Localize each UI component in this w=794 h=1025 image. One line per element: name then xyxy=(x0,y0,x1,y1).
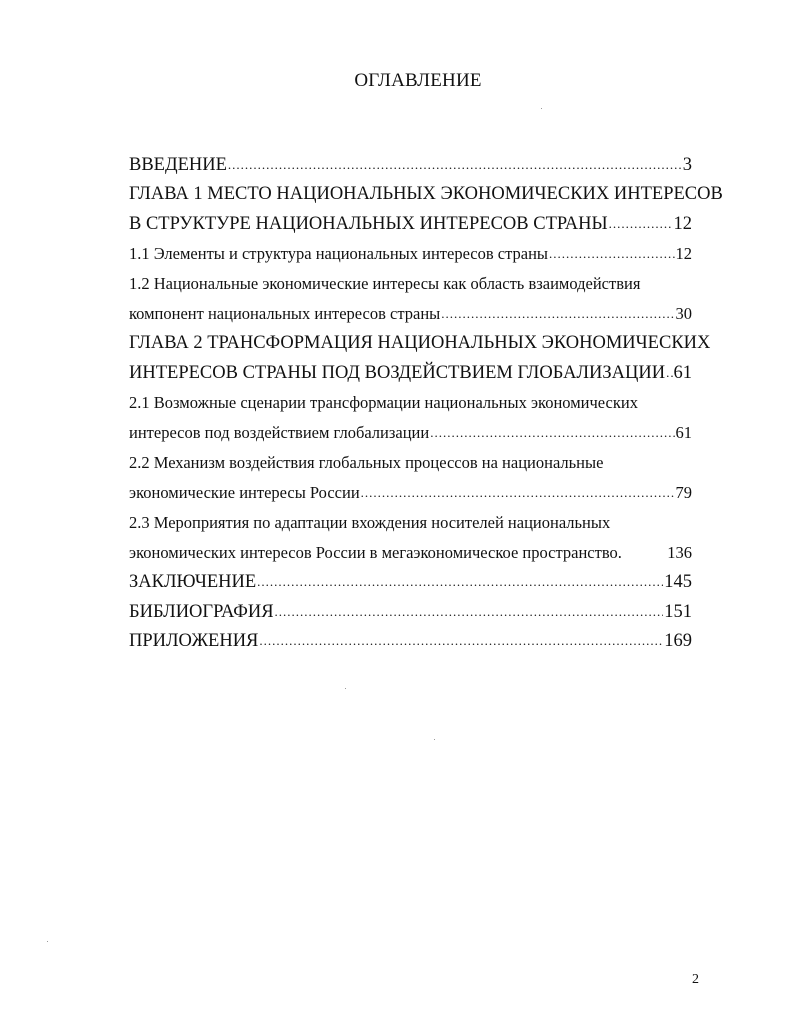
toc-page-number: 151 xyxy=(664,601,692,622)
toc-entry-title: 1.1 Элементы и структура национальных интересов страны xyxy=(129,243,549,263)
toc-page-number: 145 xyxy=(664,572,692,592)
page-number: 2 xyxy=(692,972,699,987)
toc-entry-title: компонент национальных интересов страны xyxy=(129,303,441,323)
dot-leader xyxy=(228,154,682,176)
dot-leader xyxy=(430,422,674,444)
dot-leader xyxy=(666,362,672,384)
toc-entry-conclusion[interactable] xyxy=(129,564,692,594)
toc-entry-chapter1-line2[interactable] xyxy=(129,205,692,235)
page-title: ОГЛАВЛЕНИЕ xyxy=(354,70,482,91)
toc-page-number: 12 xyxy=(675,243,692,263)
toc-entry-title: экономические интересы России xyxy=(129,482,360,502)
toc-entry-title: ПРИЛОЖЕНИЯ xyxy=(129,631,259,651)
table-of-contents xyxy=(129,146,723,652)
toc-page-number: 169 xyxy=(664,631,692,651)
toc-entry-title: 2.1 Возможные сценарии трансформации национальных экономических xyxy=(129,392,638,412)
toc-entry-section2-2-line1[interactable] xyxy=(129,444,692,474)
toc-page-number: 61 xyxy=(673,362,692,383)
toc-entry-title: 2.2 Механизм воздействия глобальных процессов на национальные xyxy=(129,452,604,472)
toc-entry-bibliography[interactable] xyxy=(129,593,692,623)
toc-page-number: 12 xyxy=(673,213,692,234)
toc-entry-title: 2.3 Мероприятия по адаптации вхождения носителей национальных xyxy=(129,512,611,532)
toc-entry-intro[interactable] xyxy=(129,146,692,176)
toc-page-number: 3 xyxy=(682,154,692,175)
toc-entry-title: экономических интересов России в мегаэкономическое пространство. xyxy=(129,542,622,562)
toc-entry-title: интересов под воздействием глобализации xyxy=(129,422,430,442)
toc-entry-section1-1[interactable] xyxy=(129,235,692,265)
toc-entry-chapter2-line2[interactable] xyxy=(129,354,692,384)
toc-entry-title: В СТРУКТУРЕ НАЦИОНАЛЬНЫХ ИНТЕРЕСОВ СТРАНЫ xyxy=(129,213,608,234)
toc-entry-section1-2-line2[interactable] xyxy=(129,295,692,325)
scan-speck xyxy=(434,739,435,740)
toc-entry-title: ЗАКЛЮЧЕНИЕ xyxy=(129,572,257,592)
toc-entry-appendices[interactable] xyxy=(129,623,692,653)
toc-page-number: 61 xyxy=(675,422,692,442)
toc-entry-title: ВВЕДЕНИЕ xyxy=(129,154,227,175)
toc-entry-section2-1-line1[interactable] xyxy=(129,384,692,414)
toc-entry-title: ИНТЕРЕСОВ СТРАНЫ ПОД ВОЗДЕЙСТВИЕМ ГЛОБАЛИЗАЦИИ xyxy=(129,362,666,383)
toc-page-number: 79 xyxy=(675,482,692,502)
toc-entry-section2-2-line2[interactable] xyxy=(129,474,692,504)
toc-entry-title: ГЛАВА 1 МЕСТО НАЦИОНАЛЬНЫХ ЭКОНОМИЧЕСКИХ ИНТЕРЕСОВ xyxy=(129,184,723,204)
toc-entry-section2-3-line2[interactable] xyxy=(129,534,692,564)
scan-speck xyxy=(541,108,542,109)
dot-leader xyxy=(259,630,663,652)
toc-entry-section1-2-line1[interactable] xyxy=(129,265,692,295)
dot-leader xyxy=(441,303,674,325)
dot-leader xyxy=(257,571,663,593)
toc-entry-title: ГЛАВА 2 ТРАНСФОРМАЦИЯ НАЦИОНАЛЬНЫХ ЭКОНОМИЧЕСКИХ xyxy=(129,333,711,353)
toc-entry-section2-3-line1[interactable] xyxy=(129,504,692,534)
dot-leader xyxy=(609,213,673,235)
toc-entry-title: БИБЛИОГРАФИЯ xyxy=(129,601,274,622)
dot-leader xyxy=(275,601,664,623)
scan-speck xyxy=(47,941,48,942)
dot-leader xyxy=(361,482,675,504)
toc-entry-section2-1-line2[interactable] xyxy=(129,414,692,444)
scan-speck xyxy=(345,688,346,689)
toc-entry-chapter1-line1[interactable] xyxy=(129,176,723,206)
toc-entry-title: 1.2 Национальные экономические интересы как область взаимодействия xyxy=(129,273,641,293)
toc-entry-chapter2-line1[interactable] xyxy=(129,325,711,355)
dot-leader xyxy=(549,243,674,265)
toc-page-number: 30 xyxy=(675,303,692,323)
toc-page-number: 136 xyxy=(667,542,692,562)
